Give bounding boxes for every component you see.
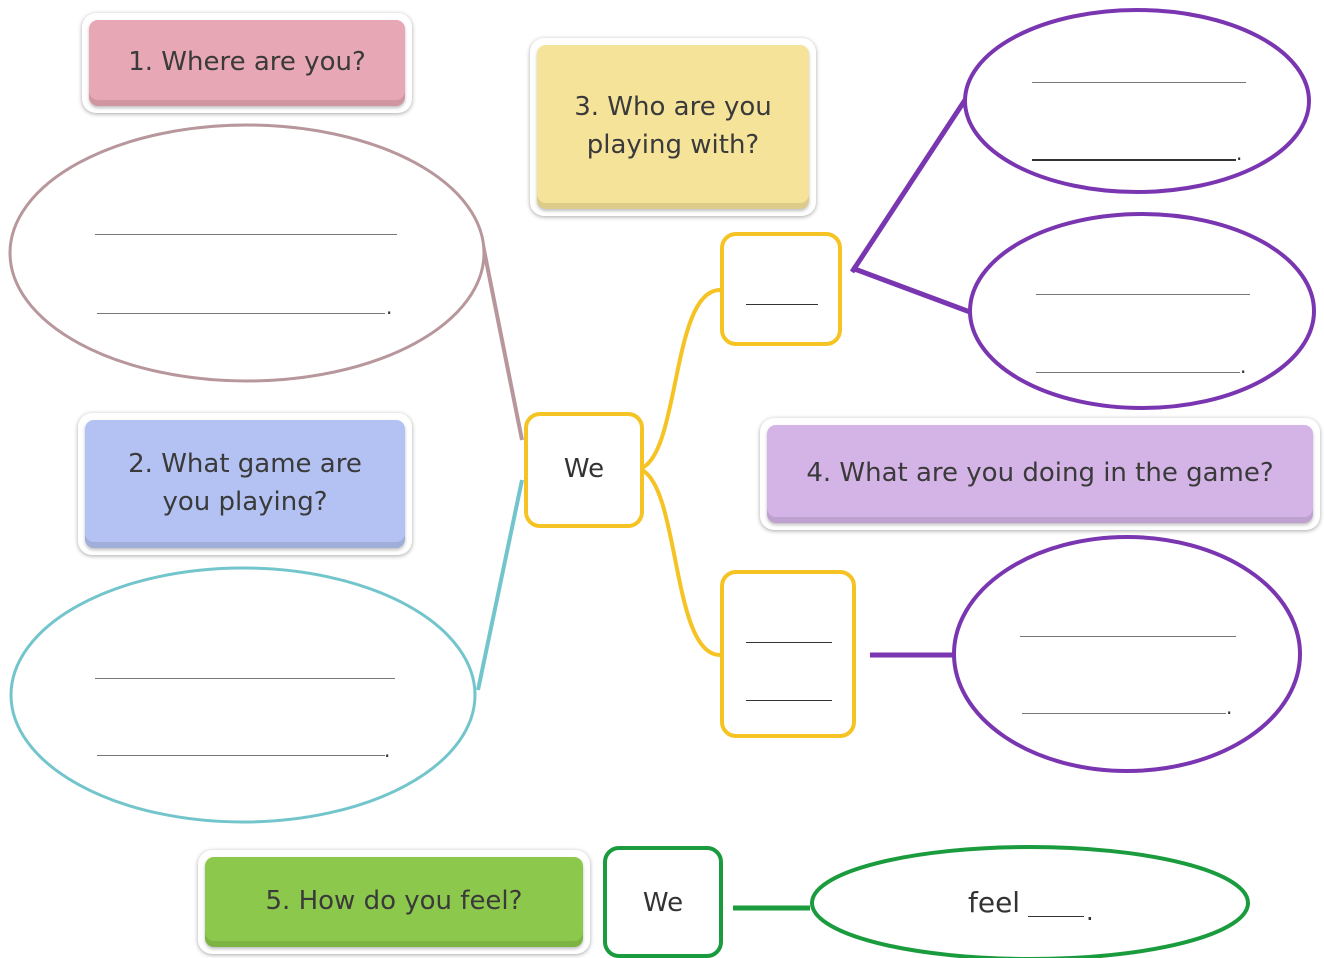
feel-word: feel: [968, 886, 1021, 919]
question-1-text: 1. Where are you?: [89, 20, 405, 106]
game-answer-line-1[interactable]: [95, 678, 395, 679]
who2-answer-line-1[interactable]: [1036, 294, 1250, 295]
question-3-text: 3. Who are you playing with?: [537, 45, 809, 209]
who2-answer-line-2[interactable]: [1036, 372, 1240, 373]
doing-blank-box[interactable]: [720, 570, 856, 738]
connector-purple-lower: [852, 268, 970, 312]
question-card-5: [198, 850, 590, 954]
question-card-1: [82, 13, 412, 113]
question-5-text: 5. How do you feel?: [205, 857, 583, 947]
connector-purple-upper: [852, 100, 965, 272]
answer-oval-feel: [812, 847, 1248, 958]
doing-sentence-end: .: [1226, 695, 1233, 719]
who1-sentence-end: .: [1236, 141, 1243, 165]
question-2-text: 2. What game are you playing?: [85, 420, 405, 548]
who-blank-box[interactable]: [720, 232, 842, 346]
who-blank-line[interactable]: [746, 304, 818, 305]
answer-oval-doing: [954, 537, 1300, 771]
who2-sentence-end: .: [1240, 354, 1247, 378]
where-answer-line-2[interactable]: [97, 313, 385, 314]
game-sentence-end: .: [384, 738, 391, 762]
question-card-3: [530, 38, 816, 216]
who1-answer-line-1[interactable]: [1032, 82, 1246, 83]
center-we-box: [524, 412, 644, 528]
who1-answer-line-2[interactable]: [1032, 159, 1236, 161]
doing-blank-line-2[interactable]: [746, 700, 832, 701]
doing-answer-line-2[interactable]: [1022, 713, 1226, 714]
question-4-text: 4. What are you doing in the game?: [767, 425, 1313, 523]
center-we-label: We: [563, 454, 605, 484]
doing-answer-line-1[interactable]: [1020, 636, 1236, 637]
question-card-2: [78, 413, 412, 555]
answer-oval-game: [11, 568, 475, 822]
connector-left-top: [482, 240, 522, 440]
answer-oval-who-2: [970, 214, 1314, 408]
doing-blank-line-1[interactable]: [746, 642, 832, 643]
connector-center-bottom: [642, 470, 720, 655]
where-sentence-end: .: [386, 295, 393, 319]
answer-oval-where: [10, 125, 484, 381]
connector-left-bottom: [478, 480, 522, 690]
feel-we-label: We: [642, 888, 684, 918]
game-answer-line-2[interactable]: [97, 755, 385, 756]
answer-oval-who-1: [965, 10, 1309, 192]
question-card-4: [760, 418, 1320, 530]
feel-answer-line[interactable]: [1028, 916, 1084, 917]
feel-we-box: [603, 846, 723, 958]
connector-center-top: [642, 290, 720, 468]
where-answer-line-1[interactable]: [95, 234, 397, 235]
feel-sentence-end: .: [1086, 898, 1094, 926]
